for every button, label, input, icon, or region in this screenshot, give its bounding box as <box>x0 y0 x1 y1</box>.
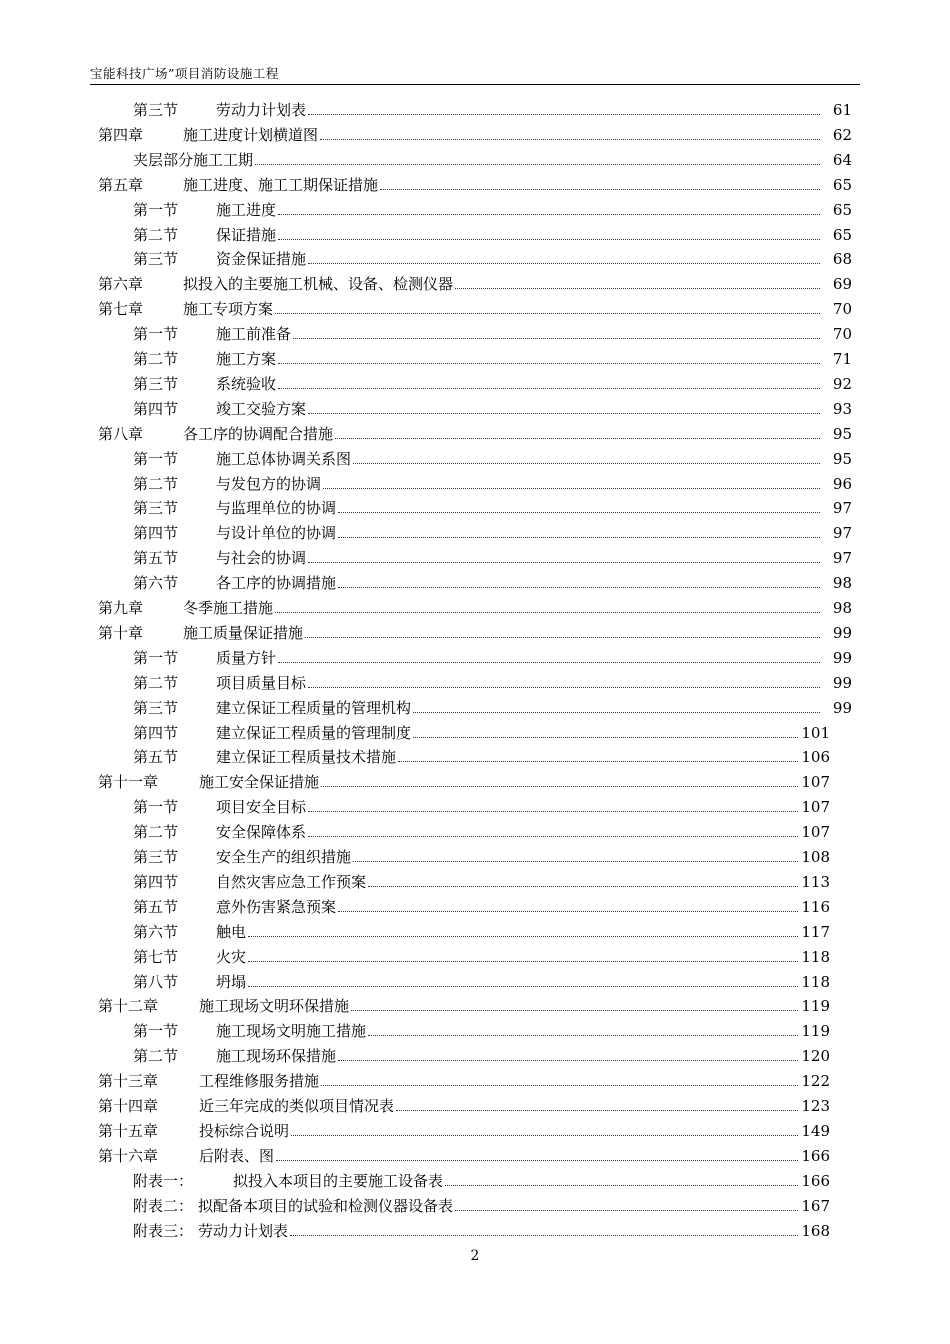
toc-entry[interactable] <box>133 444 852 469</box>
toc-entry[interactable] <box>133 244 852 269</box>
toc-entry[interactable] <box>98 618 852 643</box>
toc-entry[interactable] <box>133 967 830 992</box>
toc-entry[interactable] <box>133 693 852 718</box>
toc-entry[interactable] <box>98 294 852 319</box>
toc-entry-title: 与监理单位的协调 <box>216 499 337 518</box>
toc-entry-title: 项目安全目标 <box>216 798 307 817</box>
toc-entry-title: 坍塌 <box>216 972 247 991</box>
toc-entry-number: 第二节 <box>133 350 179 368</box>
toc-entry-page: 149 <box>801 1121 830 1140</box>
toc-entry-page: 120 <box>801 1047 830 1066</box>
toc-entry[interactable] <box>133 668 852 693</box>
toc-dot-leader <box>398 747 798 767</box>
toc-entry-number: 第一节 <box>133 325 179 344</box>
toc-entry[interactable] <box>98 120 852 145</box>
toc-dot-leader <box>413 723 798 743</box>
toc-entry-page: 96 <box>832 474 852 493</box>
toc-entry-number: 第一节 <box>133 200 179 219</box>
toc-entry-title: 近三年完成的类似项目情况表 <box>199 1097 395 1115</box>
toc-dot-leader <box>290 1221 798 1241</box>
toc-entry-title: 触电 <box>216 922 247 941</box>
toc-dot-leader <box>293 324 820 344</box>
toc-dot-leader <box>308 249 820 269</box>
toc-dot-leader <box>308 797 798 817</box>
toc-entry[interactable] <box>133 319 852 344</box>
toc-entry[interactable] <box>98 991 830 1016</box>
toc-entry-page: 113 <box>801 872 830 891</box>
toc-entry-title: 各工序的协调配合措施 <box>183 424 334 443</box>
toc-entry-page: 107 <box>801 773 830 792</box>
toc-dot-leader <box>248 922 798 942</box>
toc-entry-number: 第四节 <box>133 872 179 891</box>
toc-entry[interactable] <box>98 170 852 195</box>
toc-entry[interactable] <box>133 469 852 494</box>
toc-dot-leader <box>278 648 820 668</box>
toc-entry[interactable] <box>133 1166 830 1191</box>
toc-entry-title: 建立保证工程质量的管理机构 <box>216 698 412 717</box>
toc-entry-title: 施工总体协调关系图 <box>216 449 352 468</box>
toc-entry-number: 第六节 <box>133 574 179 593</box>
toc-dot-leader <box>320 125 820 145</box>
toc-entry-title: 施工进度计划横道图 <box>183 125 319 144</box>
toc-entry-title: 资金保证措施 <box>216 250 307 269</box>
toc-entry[interactable] <box>133 942 830 967</box>
toc-entry-page: 101 <box>801 723 830 742</box>
toc-entry-number: 第七章 <box>98 300 144 319</box>
toc-entry[interactable] <box>98 767 830 792</box>
toc-dot-leader <box>396 1096 798 1116</box>
toc-dot-leader <box>308 822 798 842</box>
toc-entry-page: 166 <box>801 1146 830 1165</box>
toc-entry-page: 65 <box>832 200 852 219</box>
toc-entry-number: 第十六章 <box>98 1146 159 1165</box>
toc-entry-number: 第十章 <box>98 623 144 642</box>
toc-entry-page: 99 <box>832 698 852 717</box>
toc-dot-leader <box>291 1121 798 1141</box>
toc-entry-title: 施工前准备 <box>216 325 292 344</box>
toc-entry-page: 123 <box>801 1097 830 1115</box>
toc-entry-title: 后附表、图 <box>199 1146 275 1165</box>
toc-entry-number: 第七节 <box>133 947 179 966</box>
toc-entry-title: 施工专项方案 <box>183 300 274 319</box>
toc-entry[interactable] <box>133 344 852 369</box>
toc-dot-leader <box>305 623 820 643</box>
toc-entry[interactable] <box>133 543 852 568</box>
toc-entry-page: 98 <box>832 574 852 593</box>
toc-entry-title: 施工进度、施工工期保证措施 <box>183 175 379 194</box>
toc-dot-leader <box>278 349 820 369</box>
toc-entry[interactable] <box>133 1016 830 1041</box>
toc-dot-leader <box>276 1146 798 1166</box>
toc-dot-leader <box>353 847 798 867</box>
toc-entry-number: 第九章 <box>98 599 144 617</box>
toc-entry-number: 第二节 <box>133 225 179 244</box>
toc-entry[interactable] <box>133 95 852 120</box>
toc-dot-leader <box>308 399 820 419</box>
toc-entry-page: 64 <box>832 150 852 169</box>
toc-entry-page: 65 <box>832 225 852 244</box>
toc-entry-title: 质量方针 <box>216 648 277 667</box>
toc-entry[interactable] <box>133 842 830 867</box>
toc-entry-page: 70 <box>832 300 852 319</box>
toc-entry-number: 第十三章 <box>98 1072 159 1091</box>
toc-entry-number: 第三节 <box>133 848 179 866</box>
toc-entry-page: 166 <box>801 1171 830 1190</box>
toc-entry-title: 各工序的协调措施 <box>216 574 337 593</box>
toc-entry-title: 投标综合说明 <box>199 1121 290 1140</box>
toc-entry-title: 建立保证工程质量技术措施 <box>216 748 397 767</box>
toc-entry-number: 第十二章 <box>98 997 159 1016</box>
toc-entry-title: 劳动力计划表 <box>198 1221 289 1240</box>
toc-entry-page: 168 <box>801 1221 830 1240</box>
toc-entry-number: 第四章 <box>98 125 144 144</box>
toc-entry-page: 71 <box>832 350 852 368</box>
toc-dot-leader <box>351 996 798 1016</box>
toc-entry-number: 第十五章 <box>98 1121 159 1140</box>
toc-entry-title: 系统验收 <box>216 374 277 393</box>
toc-dot-leader <box>338 523 820 543</box>
toc-dot-leader <box>278 374 820 394</box>
toc-entry-number: 第五章 <box>98 175 144 194</box>
toc-dot-leader <box>278 200 820 220</box>
toc-entry[interactable] <box>133 1191 830 1216</box>
toc-entry-page: 118 <box>801 947 830 966</box>
toc-dot-leader <box>308 100 820 120</box>
toc-entry[interactable] <box>133 220 852 245</box>
toc-entry[interactable] <box>98 1116 830 1141</box>
toc-entry[interactable] <box>133 369 852 394</box>
toc-dot-leader <box>275 598 820 618</box>
toc-entry-title: 施工质量保证措施 <box>183 623 304 642</box>
toc-entry-page: 95 <box>832 449 852 468</box>
toc-dot-leader <box>368 872 798 892</box>
toc-entry-page: 116 <box>801 897 830 916</box>
toc-entry-number: 第一节 <box>133 449 179 468</box>
toc-entry[interactable] <box>133 145 852 170</box>
toc-entry[interactable] <box>133 643 852 668</box>
toc-entry[interactable] <box>98 419 852 444</box>
toc-entry-page: 167 <box>801 1196 830 1215</box>
toc-entry[interactable] <box>133 568 852 593</box>
toc-dot-leader <box>248 947 798 967</box>
toc-dot-leader <box>248 972 798 992</box>
toc-entry[interactable] <box>133 867 830 892</box>
toc-entry[interactable] <box>133 817 830 842</box>
toc-entry-title: 施工现场文明环保措施 <box>199 997 350 1016</box>
toc-entry-page: 68 <box>832 250 852 269</box>
toc-entry[interactable] <box>98 593 852 618</box>
toc-entry-page: 95 <box>832 424 852 443</box>
toc-entry-page: 119 <box>801 997 830 1016</box>
toc-entry-number: 第四节 <box>133 524 179 543</box>
toc-entry-title: 拟配备本项目的试验和检测仪器设备表 <box>198 1196 454 1215</box>
toc-dot-leader <box>308 673 820 693</box>
toc-entry-page: 108 <box>801 848 830 866</box>
toc-entry[interactable] <box>133 892 830 917</box>
toc-entry-number: 第二节 <box>133 1047 179 1066</box>
toc-entry-title: 拟投入本项目的主要施工设备表 <box>233 1171 444 1190</box>
toc-entry-number: 第二节 <box>133 673 179 692</box>
toc-entry-number: 第四节 <box>133 399 179 418</box>
toc-entry-page: 69 <box>832 275 852 294</box>
toc-dot-leader <box>338 573 820 593</box>
toc-entry-title: 与发包方的协调 <box>216 474 322 493</box>
toc-entry-page: 62 <box>832 125 852 144</box>
toc-entry-number: 第三节 <box>133 374 179 393</box>
toc-dot-leader <box>455 274 820 294</box>
toc-entry[interactable] <box>98 1091 830 1116</box>
toc-entry-title: 自然灾害应急工作预案 <box>216 872 367 891</box>
toc-entry[interactable] <box>98 1141 830 1166</box>
toc-entry-page: 118 <box>801 972 830 991</box>
page-header <box>90 66 860 85</box>
toc-entry-page: 99 <box>832 673 852 692</box>
toc-dot-leader <box>455 1196 798 1216</box>
toc-entry-page: 61 <box>832 101 852 119</box>
toc-entry-title: 工程维修服务措施 <box>199 1072 320 1091</box>
toc-entry[interactable] <box>133 195 852 220</box>
toc-entry-title: 施工安全保证措施 <box>199 773 320 792</box>
toc-entry-page: 99 <box>832 623 852 642</box>
toc-entry-title: 与设计单位的协调 <box>216 524 337 543</box>
toc-entry-page: 117 <box>801 922 830 941</box>
toc-entry-title: 与社会的协调 <box>216 549 307 568</box>
toc-entry-number: 第八章 <box>98 424 144 443</box>
toc-entry-number: 第一节 <box>133 798 179 817</box>
toc-entry-number: 第五节 <box>133 549 179 568</box>
toc-dot-leader <box>368 1021 798 1041</box>
toc-entry-page: 107 <box>801 823 830 842</box>
toc-entry-number: 第六节 <box>133 922 179 941</box>
toc-entry-page: 98 <box>832 599 852 617</box>
toc-entry-title: 安全生产的组织措施 <box>216 848 352 866</box>
toc-dot-leader <box>445 1171 798 1191</box>
toc-entry-number: 附表二： <box>133 1196 194 1215</box>
toc-entry[interactable] <box>133 792 830 817</box>
toc-entry[interactable] <box>98 1066 830 1091</box>
toc-dot-leader <box>321 772 798 792</box>
toc-entry-title: 施工方案 <box>216 350 277 368</box>
toc-entry-page: 119 <box>801 1022 830 1041</box>
toc-entry-number: 第一节 <box>133 648 179 667</box>
toc-dot-leader <box>380 175 820 195</box>
page-number: 2 <box>470 1248 480 1264</box>
toc-entry-number: 第三节 <box>133 499 179 518</box>
toc-entry-title: 施工现场环保措施 <box>216 1047 337 1066</box>
toc-entry-title: 施工进度 <box>216 200 277 219</box>
toc-dot-leader <box>323 474 820 494</box>
toc-entry[interactable] <box>98 269 852 294</box>
toc-entry[interactable] <box>133 1041 830 1066</box>
toc-entry-title: 保证措施 <box>216 225 277 244</box>
toc-entry-title: 安全保障体系 <box>216 823 307 842</box>
toc-entry-number: 第五节 <box>133 897 179 916</box>
toc-entry-number: 第八节 <box>133 972 179 991</box>
toc-dot-leader <box>335 424 820 444</box>
toc-entry-title: 施工现场文明施工措施 <box>216 1022 367 1041</box>
toc-entry-title: 拟投入的主要施工机械、设备、检测仪器 <box>183 275 454 294</box>
toc-entry-page: 107 <box>801 798 830 817</box>
toc-entry-number: 第三节 <box>133 698 179 717</box>
toc-entry-page: 93 <box>832 399 852 418</box>
toc-entry-title: 冬季施工措施 <box>183 599 274 617</box>
toc-entry-page: 97 <box>832 549 852 568</box>
toc-entry-number: 第一节 <box>133 1022 179 1041</box>
toc-dot-leader <box>338 498 820 518</box>
toc-entry[interactable] <box>133 518 852 543</box>
toc-entry-page: 92 <box>832 374 852 393</box>
toc-entry-number: 第六章 <box>98 275 144 294</box>
toc-entry-title: 劳动力计划表 <box>216 101 307 119</box>
toc-entry-page: 70 <box>832 325 852 344</box>
toc-entry-number: 第五节 <box>133 748 179 767</box>
toc-entry-number: 第三节 <box>133 250 179 269</box>
toc-entry-number: 第三节 <box>133 101 179 119</box>
toc-dot-leader <box>338 1046 798 1066</box>
toc-entry-title: 意外伤害紧急预案 <box>216 897 337 916</box>
toc-dot-leader <box>308 548 820 568</box>
toc-entry-number: 第二节 <box>133 823 179 842</box>
toc-dot-leader <box>278 225 820 245</box>
toc-dot-leader <box>275 299 820 319</box>
toc-entry[interactable] <box>133 394 852 419</box>
toc-entry-page: 97 <box>832 524 852 543</box>
toc-dot-leader <box>353 449 820 469</box>
toc-entry-number: 第十四章 <box>98 1097 159 1115</box>
toc-entry-number: 第十一章 <box>98 773 159 792</box>
toc-entry[interactable] <box>133 917 830 942</box>
toc-dot-leader <box>321 1071 798 1091</box>
toc-entry[interactable] <box>133 742 830 767</box>
toc-entry-title: 夹层部分施工工期 <box>133 150 254 169</box>
toc-entry-title: 项目质量目标 <box>216 673 307 692</box>
toc-dot-leader <box>255 150 820 170</box>
toc-entry-title: 火灾 <box>216 947 247 966</box>
toc-entry-page: 122 <box>801 1072 830 1091</box>
toc-entry-number: 第四节 <box>133 723 179 742</box>
header-title: 宝能科技广场”项目消防设施工程 <box>90 66 279 81</box>
toc-entry-title: 竣工交验方案 <box>216 399 307 418</box>
toc-entry-page: 97 <box>832 499 852 518</box>
toc-dot-leader <box>338 897 798 917</box>
toc-entry-page: 99 <box>832 648 852 667</box>
toc-entry[interactable] <box>133 1216 830 1241</box>
toc-entry[interactable] <box>133 493 852 518</box>
toc-entry[interactable] <box>133 718 830 743</box>
toc-entry-number: 附表一： <box>133 1171 194 1190</box>
toc-dot-leader <box>413 698 820 718</box>
toc-entry-page: 106 <box>801 748 830 767</box>
toc-entry-number: 第二节 <box>133 474 179 493</box>
toc-entry-number: 附表三： <box>133 1221 194 1240</box>
toc-entry-page: 65 <box>832 175 852 194</box>
toc-entry-title: 建立保证工程质量的管理制度 <box>216 723 412 742</box>
